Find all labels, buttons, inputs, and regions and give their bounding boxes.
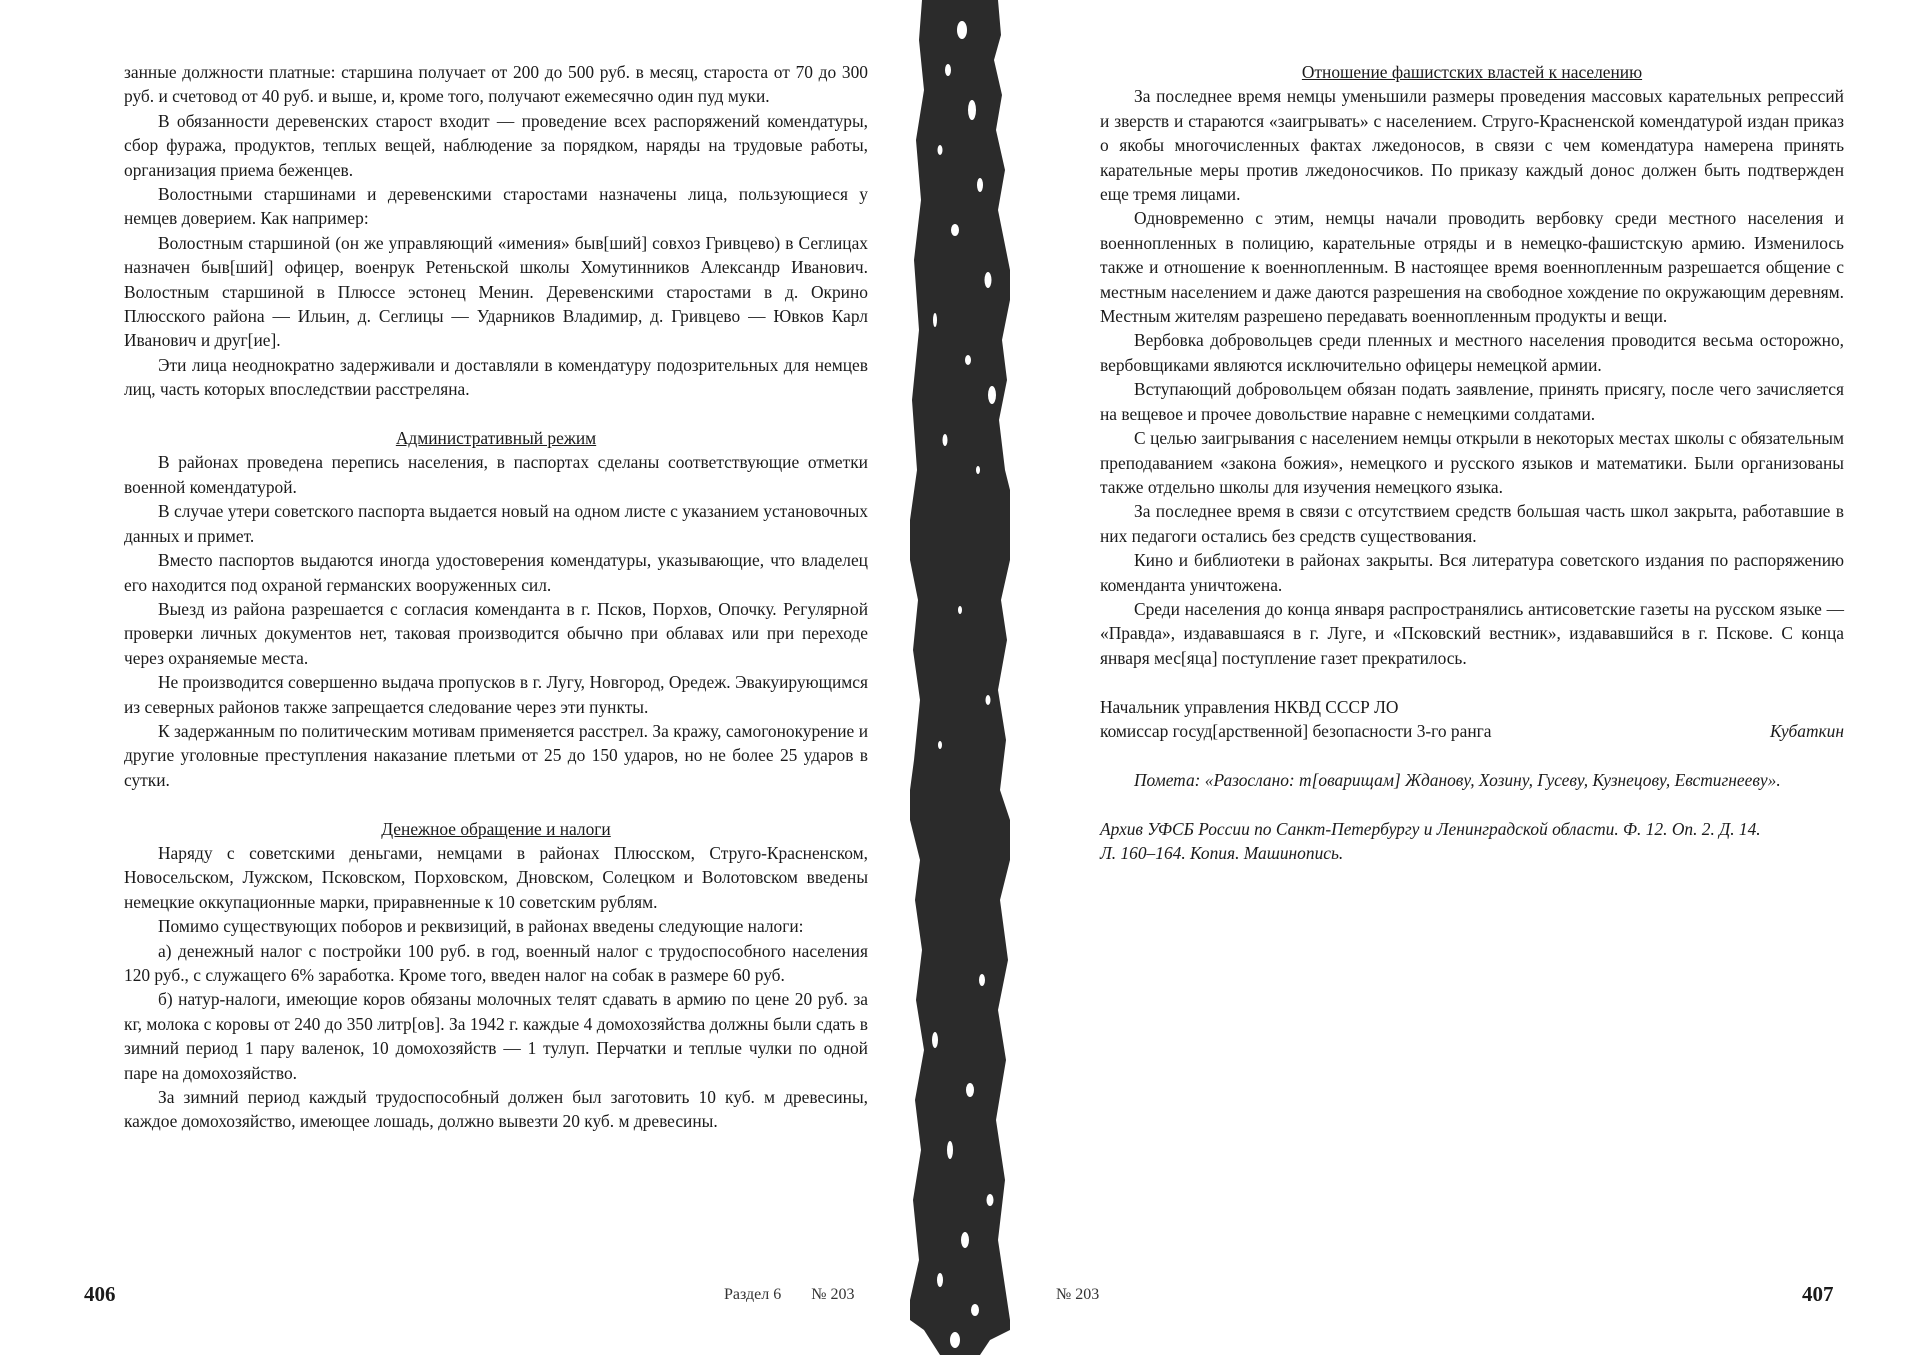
paragraph: С целью заигрывания с населением немцы открыли в некоторых местах школы с обязательным преподаванием «закона божия», немецкого и русского языков и математики. Были организованы также отдельно школы для изучения немецкого языка. [1100,428,1844,497]
paragraph: Вместо паспортов выдаются иногда удостоверения комендатуры, указывающие, что владелец его находится под охраной германских вооруженных сил. [124,550,868,595]
left-text-column [124,60,868,1134]
paragraph: Кино и библиотеки в районах закрыты. Вся литература советского издания по распоряжению коменданта уничтожена. [1100,550,1844,595]
paragraph: За последнее время в связи с отсутствием средств большая часть школ закрыта, работавшие в них педагоги остались без средств существования. [1100,501,1844,546]
signature-name: Кубаткин [1770,720,1844,741]
archive-line: Архив УФСБ России по Санкт-Петербургу и Ленинградской области. Ф. 12. Оп. 2. Д. 14. [1100,818,1761,839]
running-doc-number: № 203 [1056,1286,1100,1303]
section-title-admin: Административный режим [395,428,597,449]
paragraph: В обязанности деревенских старост входит — проведение всех распоряжений комендатуры, сбор фуража, продуктов, теплых вещей, наблюдение за порядком, наряды на трудовые работы, организация приема беженцев. [124,110,868,180]
page-number: 407 [1802,1282,1834,1306]
signature-rank: комиссар госуд[арственной] безопасности 3-го ранга [1100,720,1492,741]
paragraph: Наряду с советскими деньгами, немцами в районах Плюсском, Струго-Красненском, Новосельском, Лужском, Псковском, Порховском, Дновском, Солецком и Волотовском введены немецкие оккупационные марки, приравненные к 10 советским рублям. [124,842,868,912]
archive-line: Л. 160–164. Копия. Машинопись. [1100,842,1344,863]
paragraph: Вербовка добровольцев среди пленных и местного населения проводится весьма осторожно, вербовщиками являются исключительно офицеры немецкой армии. [1100,330,1844,375]
running-doc-number: № 203 [811,1286,855,1303]
paragraph: Среди населения до конца января распространялись антисоветские газеты на русском языке — «Правда», издававшаяся в г. Луге, и «Псковский вестник», издававшийся в г. Пскове. С конца января мес[яца] поступление газет прекратилось. [1100,598,1844,668]
section-title-money: Денежное обращение и налоги [381,818,611,839]
paragraph: Волостными старшинами и деревенскими старостами назначены лица, пользующиеся у немцев доверием. Как например: [124,184,868,229]
paragraph: Одновременно с этим, немцы начали проводить вербовку среди местного населения и военнопленных в полицию, карательные отряды и в немецко-фашистскую армию. Изменилось также и отношение к военнопленным. В настоящее время военнопленным разрешается общение с местным населением и даже даются разрешения на свободное хождение по окружающим деревням. Местным жителям разрешено передавать военнопленным продукты и вещи. [1100,208,1844,327]
running-footer [724,1286,855,1304]
section-title-attitude: Отношение фашистских властей к населению [1301,62,1643,82]
right-text-column [1100,60,1844,865]
signature-position: Начальник управления НКВД СССР ЛО [1100,696,1399,717]
paragraph: Вступающий добровольцем обязан подать заявление, принять присягу, после чего зачисляется на вещевое и прочее довольствие наравне с немецкими солдатами. [1100,379,1844,424]
paragraph: За зимний период каждый трудоспособный должен был заготовить 10 куб. м древесины, каждое домохозяйство, имеющее лошадь, должно вывезти 20 куб. м древесины. [124,1087,868,1132]
running-section: Раздел 6 [724,1286,782,1303]
paragraph: Эти лица неоднократно задерживали и доставляли в комендатуру подозрительных для немцев лиц, часть которых впоследствии расстреляна. [124,354,868,400]
paragraph: Волостным старшиной (он же управляющий «имения» быв[ший] совхоз Гривцево) в Сеглицах назначен быв[ший] офицер, военрук Ретеньской школы Хомутинников Александр Иванович. Волостным старшиной в Плюссе эстонец Менин. Деревенскими старостами в д. Окрино Плюсского района — Ильин, д. Сеглицы — Ударников Владимир, д. Гривцево — Ювков Карл Иванович и друг[ие]. [124,232,868,351]
signature-block [1100,695,1844,744]
left-page [0,0,910,1355]
paragraph: б) натур-налоги, имеющие коров обязаны молочных телят сдавать в армию по цене 20 руб. за кг, молока с коровы от 240 до 350 литр[ов]. За 1942 г. каждые 4 домохозяйства должны были сдать в зимний период 1 пару валенок, 10 домохозяйств — 1 тулуп. Перчатки и теплые чулки по одной паре на домохозяйство. [124,989,868,1083]
distribution-note: Помета: «Разослано: т[оварищам] Жданову, Хозину, Гусеву, Кузнецову, Евстигнееву». [1134,769,1781,790]
page-number: 406 [84,1282,116,1306]
spine-texture [910,0,1010,1355]
paragraph: В районах проведена перепись населения, в паспортах сделаны соответствующие отметки военной комендатурой. [124,452,868,497]
paragraph: занные должности платные: старшина получает от 200 до 500 руб. в месяц, староста от 70 до 300 руб. и счетовод от 40 руб. и выше, и, кроме того, получают ежемесячно один пуд муки. [124,62,868,107]
paragraph: К задержанным по политическим мотивам применяется расстрел. За кражу, самогонокурение и другие уголовные преступления наказание плетьми от 25 до 150 ударов, но не более 25 ударов в сутки. [124,720,868,790]
paragraph: а) денежный налог с постройки 100 руб. в год, военный налог с трудоспособного населения 120 руб., с служащего 6% заработка. Кроме того, введен налог на собак в размере 60 руб. [124,940,868,985]
paragraph: Не производится совершенно выдача пропусков в г. Лугу, Новгород, Оредеж. Эвакуирующимся из северных районов также запрещается следование через эти пункты. [124,672,868,717]
paragraph: За последнее время немцы уменьшили размеры проведения массовых карательных репрессий и зверств и стараются «заигрывать» с населением. Струго-Красненской комендатурой издан приказ о якобы многочисленных фактах лжедоносов, в связи с чем комендатура намерена принять карательные меры против лжедоносчиков. По приказу каждый донос должен быть подтвержден еще тремя лицами. [1100,86,1844,205]
paragraph: В случае утери советского паспорта выдается новый на одном листе с указанием установочных данных и примет. [124,501,868,546]
right-page [1010,0,1920,1355]
paragraph: Выезд из района разрешается с согласия коменданта в г. Псков, Порхов, Опочку. Регулярной проверки личных документов нет, таковая производится обычно при облавах или при переходе через охраняемые места. [124,598,868,668]
paragraph: Помимо существующих поборов и реквизиций, в районах введены следующие налоги: [158,916,804,937]
archive-reference [1100,817,1830,866]
